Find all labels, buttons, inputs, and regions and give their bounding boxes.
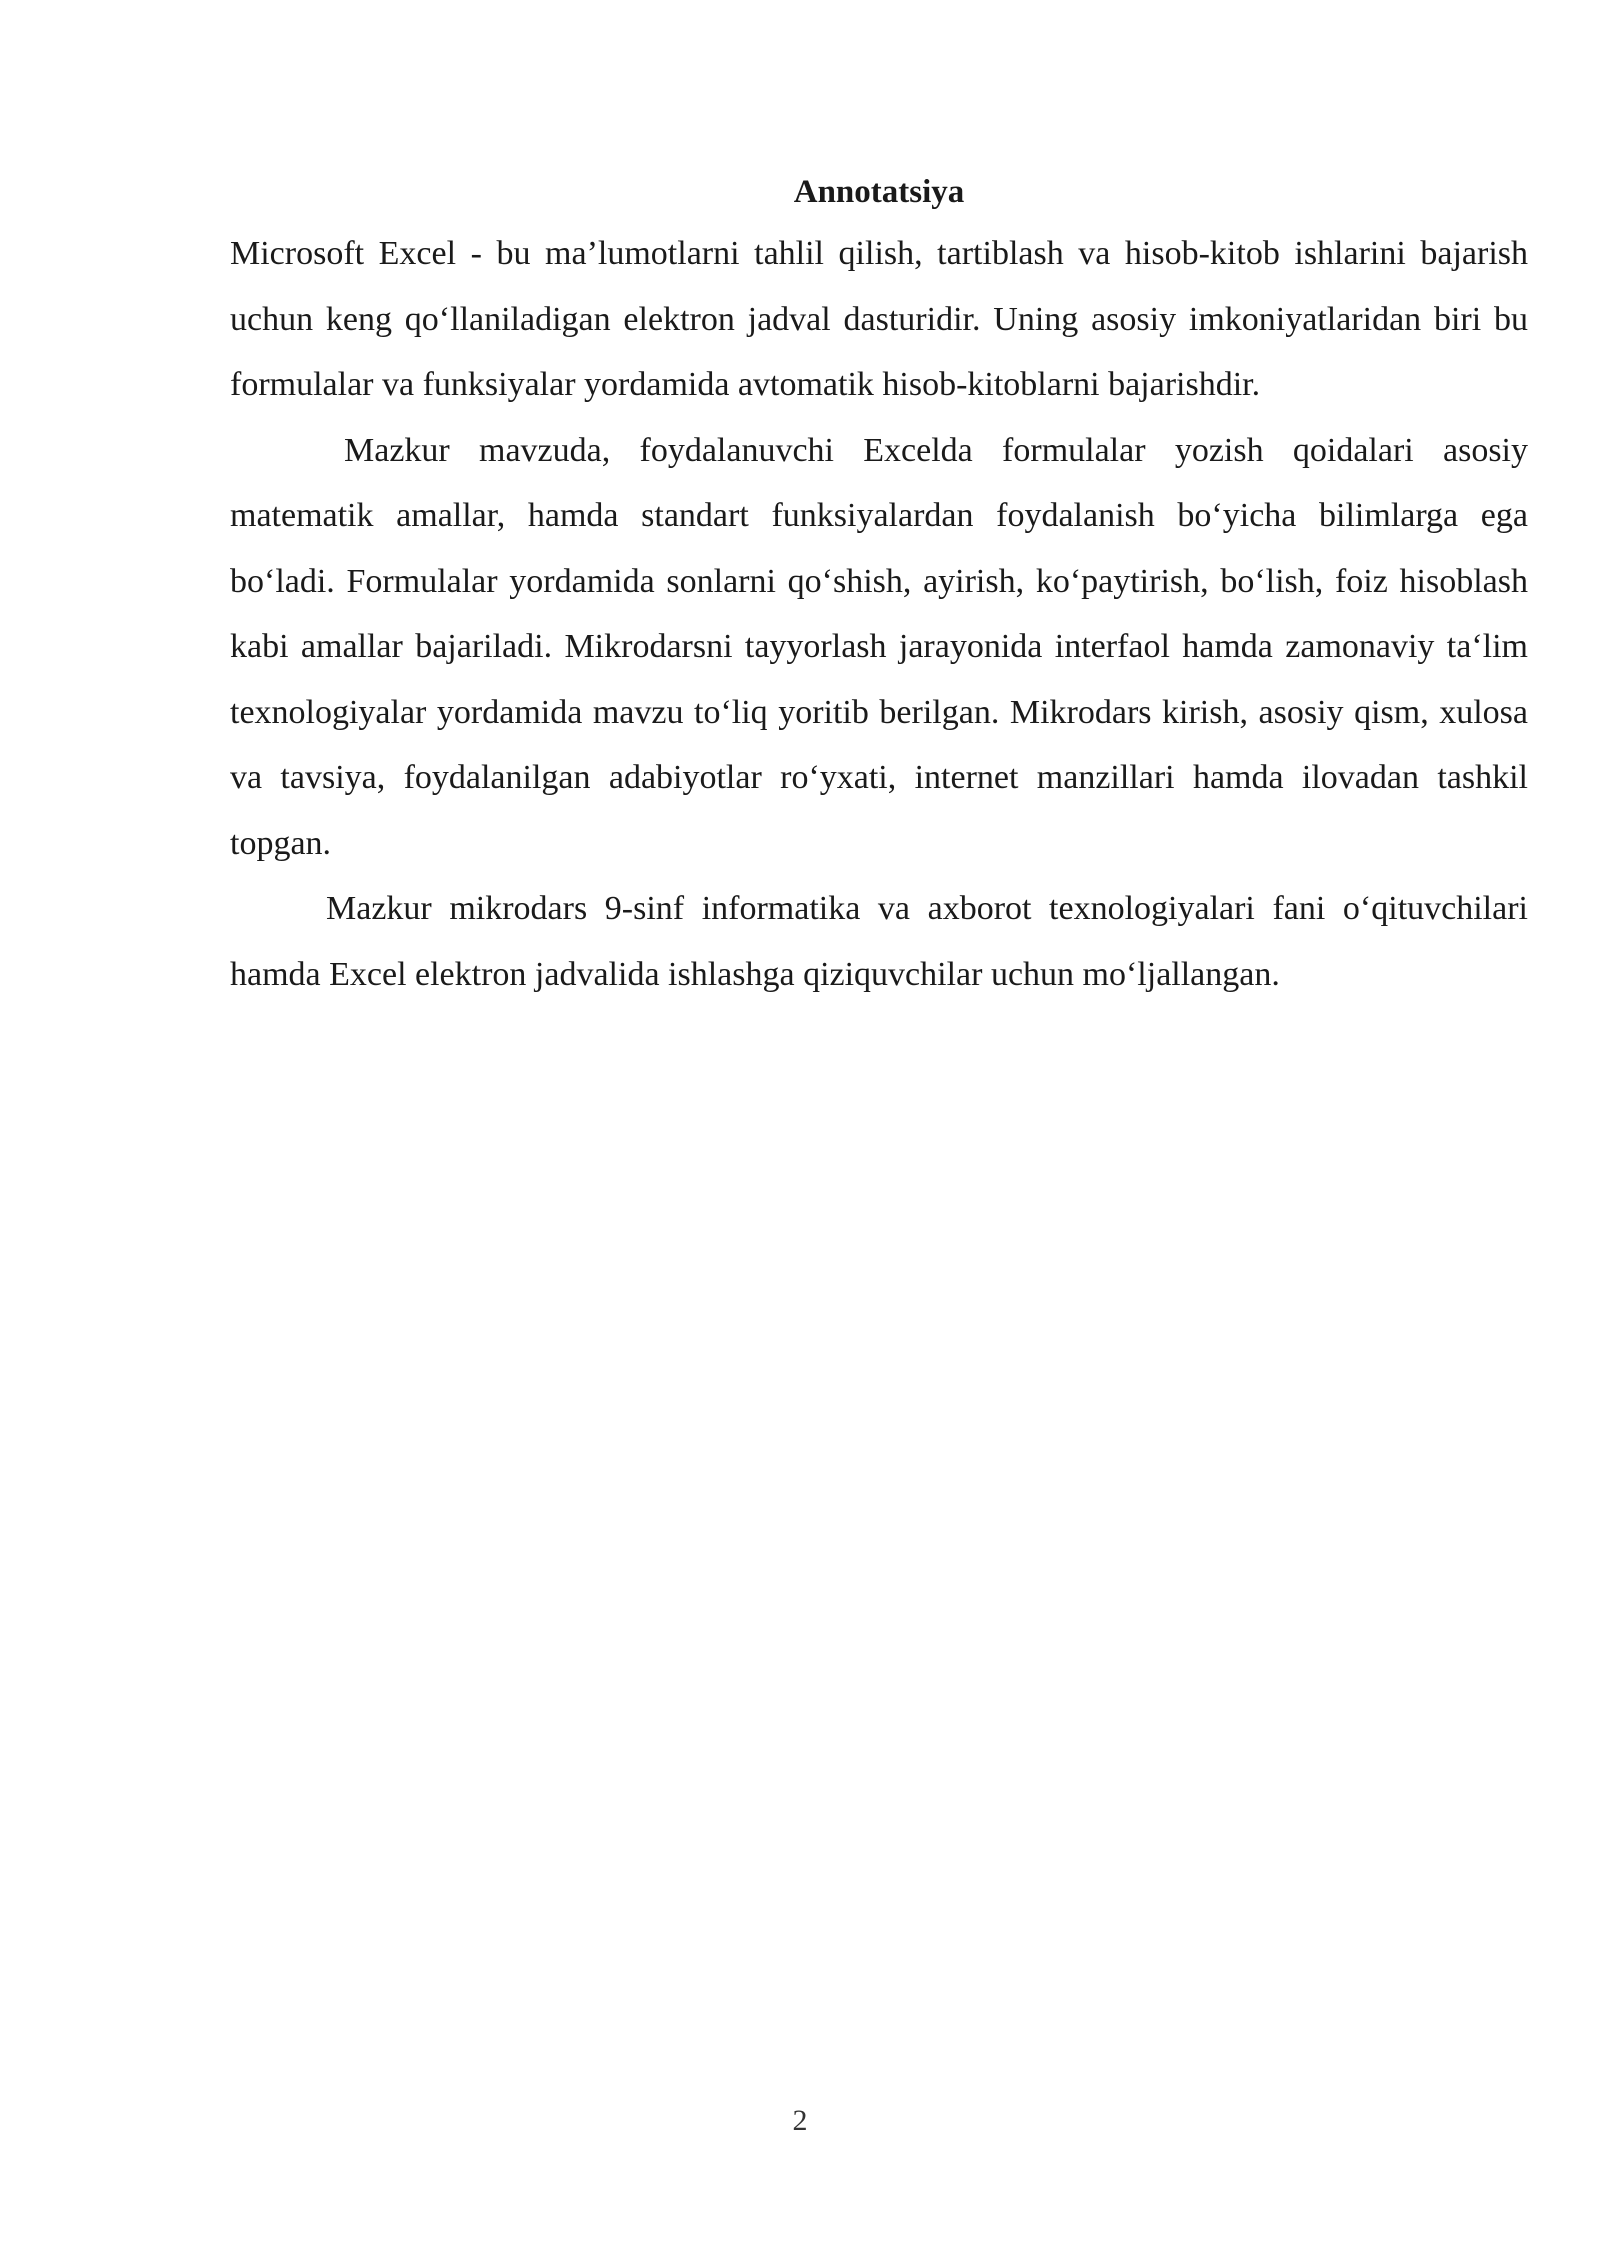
paragraph-intro: Microsoft Excel - bu ma’lumotlarni tahlil qilish, tartiblash va hisob-kitob ishlarini bajarish uchun keng qo‘llaniladigan elektron jadval dasturidir. Uning asosiy imkoniyatlaridan biri bu formulalar va funksiyalar yordamida avtomatik hisob-kitoblarni bajarishdir. xyxy=(230,235,1528,403)
page-number: 2 xyxy=(792,2104,808,2137)
page-title: Annotatsiya xyxy=(793,174,965,210)
page-content xyxy=(230,165,1528,1007)
paragraph-audience: Mazkur mikrodars 9-sinf informatika va axborot texnologiyalari fani o‘qituvchilari hamda Excel elektron jadvalida ishlashga qiziquvchilar uchun mo‘ljallangan. xyxy=(230,890,1528,993)
paragraph-topic: Mazkur mavzuda, foydalanuvchi Excelda formulalar yozish qoidalari asosiy matematik amallar, hamda standart funksiyalardan foydalanish bo‘yicha bilimlarga ega bo‘ladi. Formulalar yordamida sonlarni qo‘shish, ayirish, ko‘paytirish, bo‘lish, foiz hisoblash kabi amallar bajariladi. Mikrodarsni tayyorlash jarayonida interfaol hamda zamonaviy ta‘lim texnologiyalar yordamida mavzu to‘liq yoritib berilgan. Mikrodars kirish, asosiy qism, xulosa va tavsiya, foydalanilgan adabiyotlar ro‘yxati, internet manzillari hamda ilovadan tashkil topgan. xyxy=(230,431,1528,862)
